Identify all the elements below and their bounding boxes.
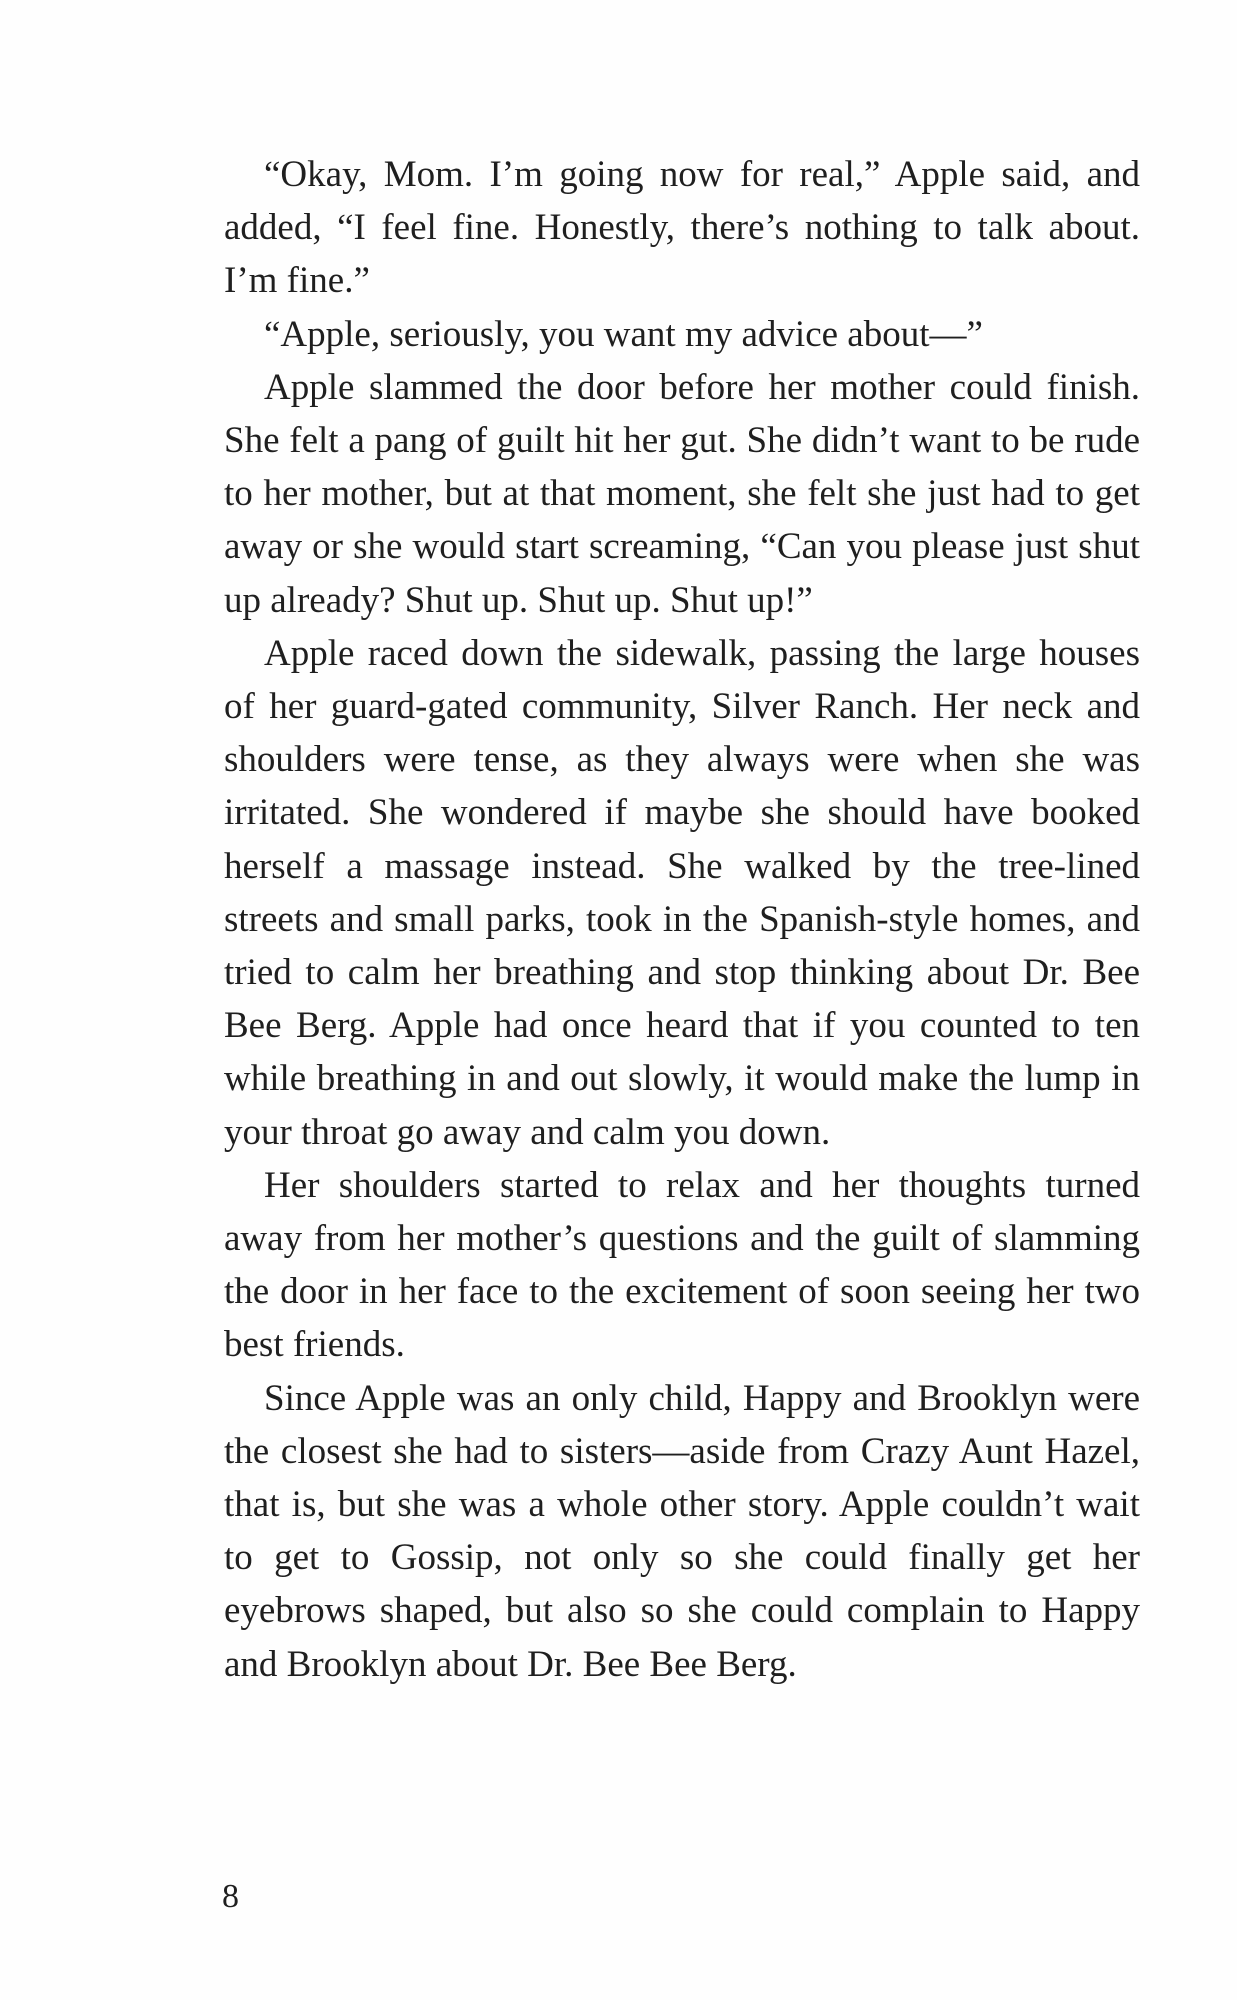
paragraph-2: “Apple, seriously, you want my advice about—” [264,313,983,355]
paragraph-6: Since Apple was an only child, Happy and Brooklyn were the closest she had to sisters—aside from Crazy Aunt Hazel, that is, but she was a whole other story. Apple couldn’t wait to get to Gossip, not only so she could finally get her eyebrows shaped, but also so she could complain to Happy and Brooklyn about Dr. Bee Bee Berg. [224,1377,1140,1685]
paragraph-4: Apple raced down the sidewalk, passing the large houses of her guard-gated community, Silver Ranch. Her neck and shoulders were tense, as they always were when she was irritated. She wondered if maybe she should have booked herself a massage instead. She walked by the tree-lined streets and small parks, took in the Spanish-style homes, and tried to calm her breathing and stop thinking about Dr. Bee Bee Berg. Apple had once heard that if you counted to ten while breathing in and out slowly, it would make the lump in your throat go away and calm you down. [224,632,1140,1153]
paragraph-1: “Okay, Mom. I’m going now for real,” Apple said, and added, “I feel fine. Honestly, there’s nothing to talk about. I’m fine.” [224,154,1140,302]
body-text [224,148,1140,1691]
paragraph-5: Her shoulders started to relax and her thoughts turned away from her mother’s questions and the guilt of slamming the door in her face to the excitement of soon seeing her two best friends. [224,1164,1140,1366]
page-number: 8 [222,1878,239,1915]
paragraph-3: Apple slammed the door before her mother could finish. She felt a pang of guilt hit her gut. She didn’t want to be rude to her mother, but at that moment, she felt she just had to get away or she would start screaming, “Can you please just shut up already? Shut up. Shut up. Shut up!” [224,366,1140,621]
